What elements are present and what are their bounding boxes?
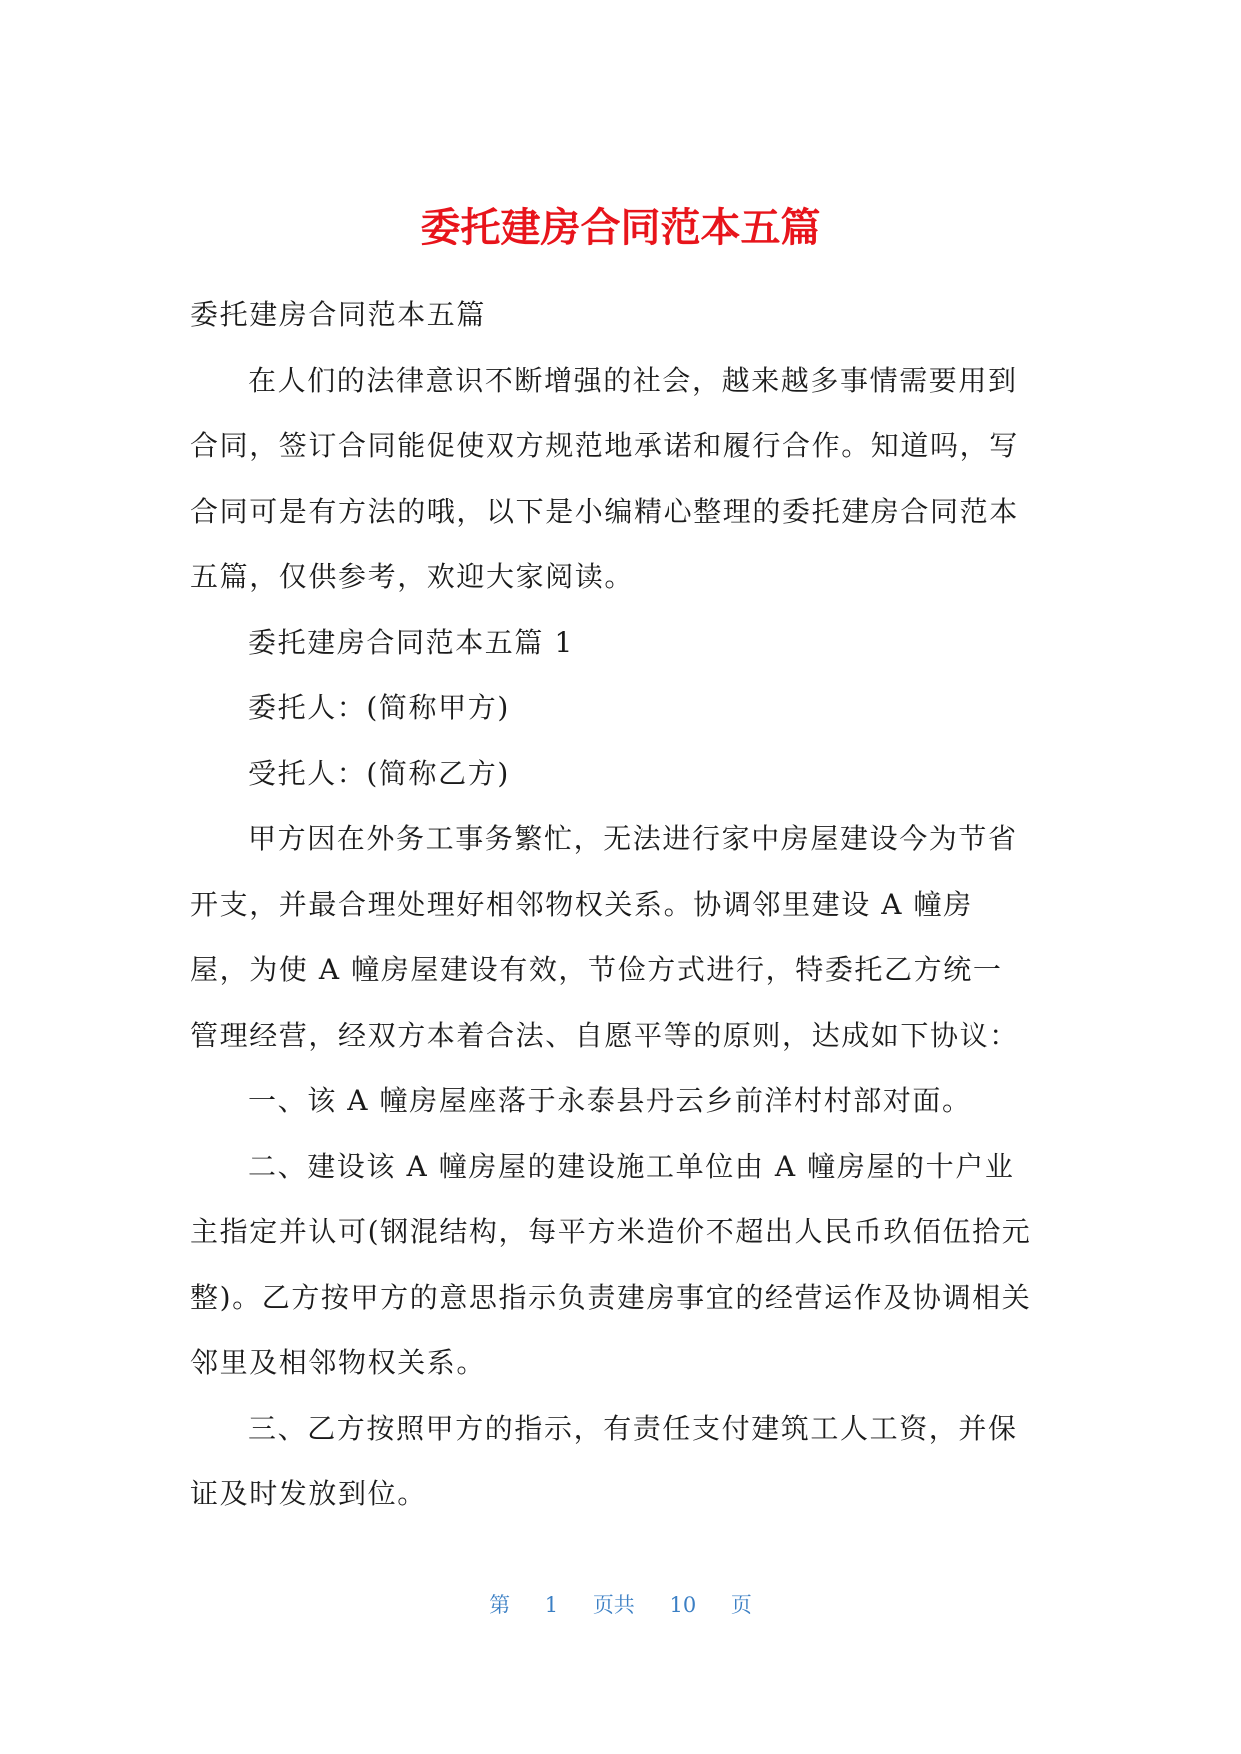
paragraph-subtitle: 委托建房合同范本五篇 (190, 298, 487, 331)
document-body (190, 282, 1032, 1527)
paragraph-intro: 在人们的法律意识不断增强的社会，越来越多事情需要用到合同，签订合同能促使双方规范地承诺和履行合作。知道吗，写合同可是有方法的哦，以下是小编精心整理的委托建房合同范本五篇，仅供参考，欢迎大家阅读。 (190, 363, 1019, 593)
paragraph-agent: 受托人：(简称乙方) (248, 756, 510, 790)
footer-prefix: 第 (489, 1593, 511, 1617)
page-title: 委托建房合同范本五篇 (420, 205, 821, 251)
paragraph-principal: 委托人：(简称甲方) (248, 691, 510, 724)
page-number-footer (0, 1590, 1241, 1620)
footer-total-pages: 10 (669, 1593, 697, 1617)
footer-current-page: 1 (544, 1593, 559, 1617)
paragraph-clause-3: 三、乙方按照甲方的指示，有责任支付建筑工人工资，并保证及时发放到位。 (190, 1411, 1018, 1510)
paragraph-clause-2: 二、建设该 A 幢房屋的建设施工单位由 A 幢房屋的十户业主指定并认可(钢混结构，每平方米造价不超出人民币玖佰伍拾元整)。乙方按甲方的意思指示负责建房事宜的经营运作及协调相关邻里及相邻物权关系。 (190, 1149, 1032, 1379)
paragraph-clause-1: 一、该 A 幢房屋座落于永泰县丹云乡前洋村村部对面。 (248, 1084, 972, 1117)
paragraph-section-heading: 委托建房合同范本五篇 1 (248, 625, 574, 659)
footer-suffix: 页 (730, 1593, 752, 1617)
footer-middle: 页共 (592, 1593, 635, 1617)
paragraph-preamble: 甲方因在外务工事务繁忙，无法进行家中房屋建设今为节省开支，并最合理处理好相邻物权关系。协调邻里建设 A 幢房屋，为使 A 幢房屋建设有效，节俭方式进行，特委托乙方统一管理经营，经双方本着合法、自愿平等的原则，达成如下协议： (190, 822, 1019, 1052)
